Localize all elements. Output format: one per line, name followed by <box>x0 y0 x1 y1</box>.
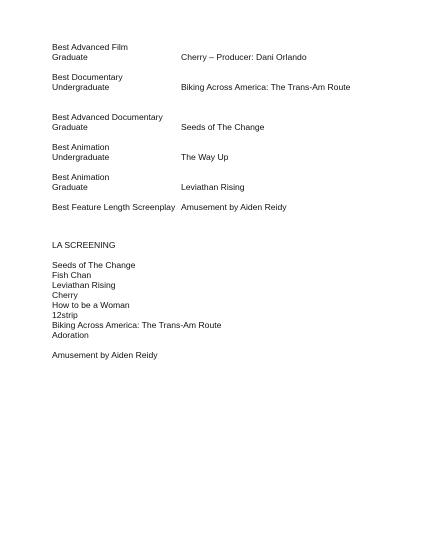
award-winner: Seeds of The Change <box>181 122 265 132</box>
film-item: Seeds of The Change <box>52 260 136 270</box>
award-entry <box>52 172 412 192</box>
award-category: Best Advanced Documentary <box>52 112 163 122</box>
la-screening-section <box>52 240 221 360</box>
film-item: Fish Chan <box>52 270 92 280</box>
film-item: Cherry <box>52 290 78 300</box>
screenplay-item: Amusement by Aiden Reidy <box>52 350 158 360</box>
award-winner: Amusement by Aiden Reidy <box>181 202 287 212</box>
award-entry <box>52 202 412 212</box>
award-level: Undergraduate <box>52 82 110 92</box>
film-item: Adoration <box>52 330 89 340</box>
film-item: Biking Across America: The Trans-Am Route <box>52 320 222 330</box>
award-level: Graduate <box>52 122 88 132</box>
award-entry <box>52 42 412 62</box>
award-label <box>52 112 181 132</box>
award-category: Best Animation <box>52 172 110 182</box>
award-category: Best Documentary <box>52 72 123 82</box>
award-entry <box>52 112 412 132</box>
film-item: How to be a Woman <box>52 300 130 310</box>
film-item: 12strip <box>52 310 78 320</box>
film-item: Leviathan Rising <box>52 280 116 290</box>
award-label <box>52 72 181 92</box>
award-winner: Leviathan Rising <box>181 182 245 192</box>
award-winner: Biking Across America: The Trans-Am Route <box>181 82 351 92</box>
award-category: Best Feature Length Screenplay <box>52 202 176 212</box>
award-label <box>52 202 181 212</box>
section-title: LA SCREENING <box>52 240 116 250</box>
award-level: Undergraduate <box>52 152 110 162</box>
award-winner: The Way Up <box>181 152 229 162</box>
award-label <box>52 172 181 192</box>
award-label <box>52 142 181 162</box>
award-level: Graduate <box>52 52 88 62</box>
award-entry <box>52 72 412 92</box>
award-winner: Cherry – Producer: Dani Orlando <box>181 52 307 62</box>
award-category: Best Animation <box>52 142 110 152</box>
award-entry <box>52 142 412 162</box>
award-category: Best Advanced Film <box>52 42 128 52</box>
awards-list <box>52 42 412 222</box>
award-label <box>52 42 181 62</box>
award-level: Graduate <box>52 182 88 192</box>
